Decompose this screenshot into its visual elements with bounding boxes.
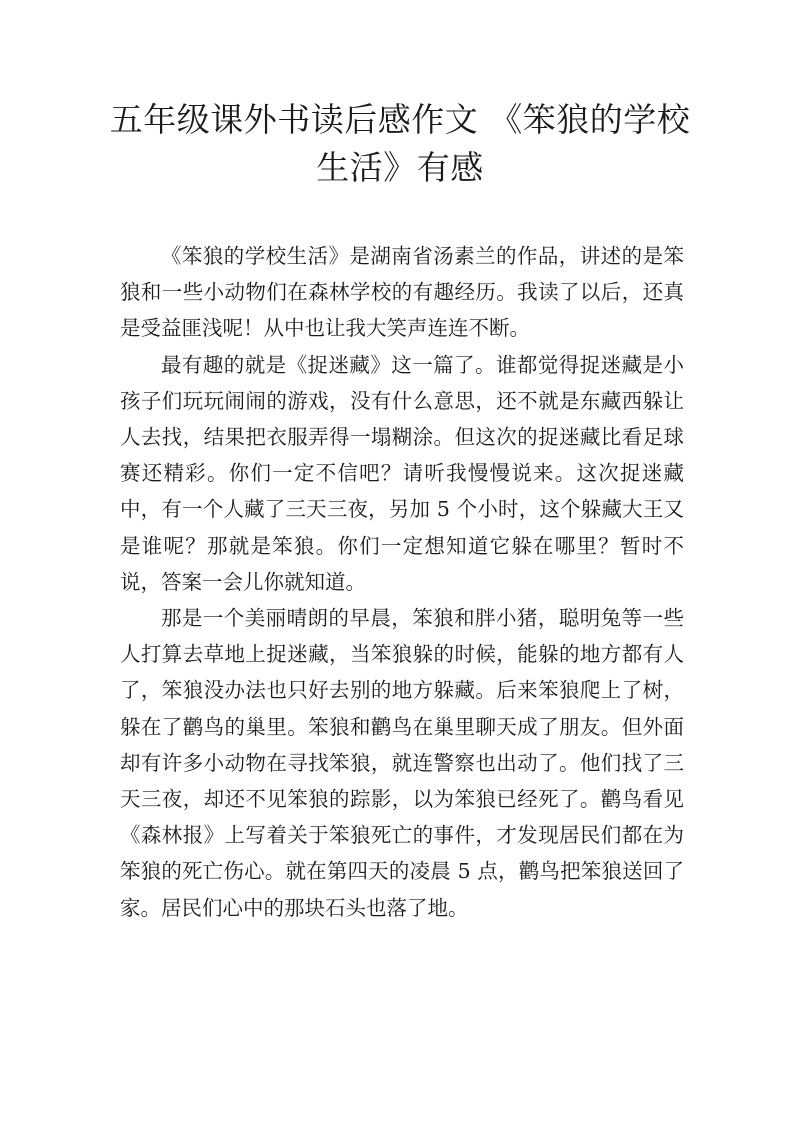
document-title: 五年级课外书读后感作文 《笨狼的学校生活》有感 xyxy=(109,100,691,187)
paragraph-intro: 《笨狼的学校生活》是湖南省汤素兰的作品，讲述的是笨狼和一些小动物们在森林学校的有趣经历。我读了以后，还真是受益匪浅呢！从中也让我大笑声连连不断。 xyxy=(120,244,684,341)
document-body xyxy=(120,238,684,926)
paragraph-story: 那是一个美丽晴朗的早晨，笨狼和胖小猪，聪明兔等一些人打算去草地上捉迷藏，当笨狼躲的时候，能躲的地方都有人了，笨狼没办法也只好去别的地方躲藏。后来笨狼爬上了树，躲在了鹳鸟的巢里。笨狼和鹳鸟在巢里聊天成了朋友。但外面却有许多小动物在寻找笨狼，就连警察也出动了。他们找了三天三夜，却还不见笨狼的踪影，以为笨狼已经死了。鹳鸟看见《森林报》上写着关于笨狼死亡的事件，才发现居民们都在为笨狼的死亡伤心。就在第四天的凌晨 5 点，鹳鸟把笨狼送回了家。居民们心中的那块石头也落了地。 xyxy=(120,606,684,920)
paragraph-hide-and-seek: 最有趣的就是《捉迷藏》这一篇了。谁都觉得捉迷藏是小孩子们玩玩闹闹的游戏，没有什么意思，还不就是东藏西躲让人去找，结果把衣服弄得一塌糊涂。但这次的捉迷藏比看足球赛还精彩。你们一定不信吧？请听我慢慢说来。这次捉迷藏中，有一个人藏了三天三夜，另加 5 个小时，这个躲藏大王又是谁呢？那就是笨狼。你们一定想知道它躲在哪里？暂时不说，答案一会儿你就知道。 xyxy=(120,352,684,594)
